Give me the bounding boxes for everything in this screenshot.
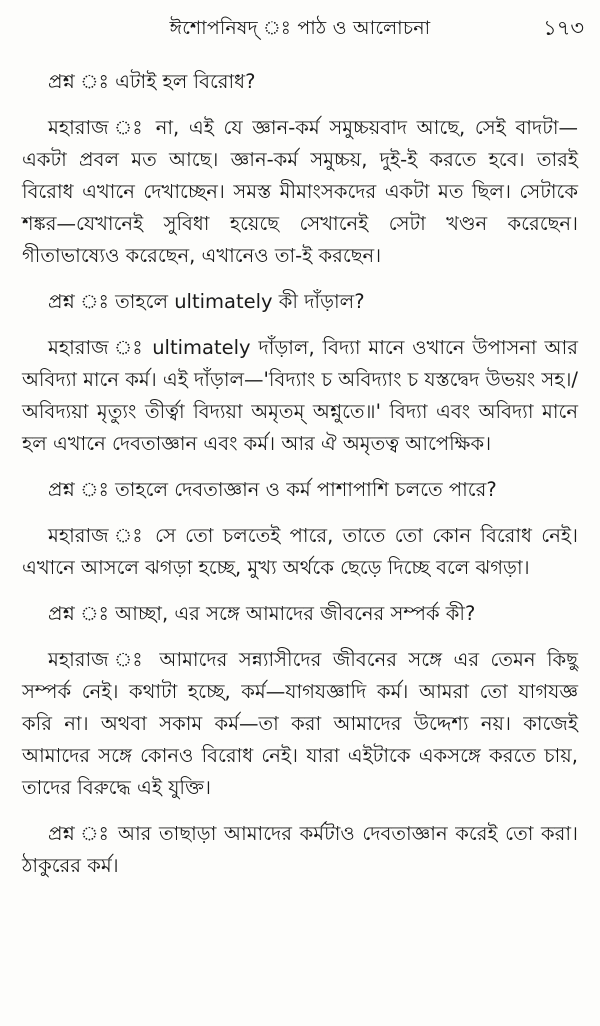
paragraph-text: এটাই হল বিরোধ? xyxy=(115,70,256,93)
paragraph-text: আচ্ছা, এর সঙ্গে আমাদের জীবনের সম্পর্ক কী? xyxy=(115,602,476,625)
speaker-label: মহারাজ ঃ xyxy=(48,648,148,671)
speaker-label: প্রশ্ন ঃ xyxy=(48,478,109,501)
page-header xyxy=(0,8,600,42)
paragraph-text: না, এই যে জ্ঞান-কর্ম সমুচ্চয়বাদ আছে, সেই বাদটা—একটা প্রবল মত আছে। জ্ঞান-কর্ম সমুচ্চয়, দুই-ই করতে হবে। তারই বিরোধ এখানে দেখাচ্ছেন। সমস্ত মীমাংসকদের একটা মত ছিল। সেটাকে শঙ্কর—যেখানেই সুবিধা হয়েছে সেখানেই সেটা খণ্ডন করেছেন। গীতাভাষ্যেও করেছেন, এখানেও তা-ই করছেন। xyxy=(22,116,578,267)
running-title: ঈশোপনিষদ্‌ ঃ পাঠ ও আলোচনা xyxy=(169,17,431,39)
answer-paragraph xyxy=(22,112,578,272)
answer-paragraph xyxy=(22,520,578,584)
question-paragraph xyxy=(22,598,578,630)
speaker-label: মহারাজ ঃ xyxy=(48,524,146,547)
question-paragraph xyxy=(22,286,578,318)
paragraph-text: তাহলে দেবতাজ্ঞান ও কর্ম পাশাপাশি চলতে পারে? xyxy=(115,478,497,501)
speaker-label: প্রশ্ন ঃ xyxy=(48,70,109,93)
page-body xyxy=(0,66,600,896)
paragraph-text: ultimately দাঁড়াল, বিদ্যা মানে ওখানে উপাসনা আর অবিদ্যা মানে কর্ম। এই দাঁড়াল—'বিদ্যাং চ অবিদ্যাং চ যস্তদ্বেদ উভয়ং সহ।/অবিদ্যয়া মৃত্যুং তীর্ত্বা বিদ্যয়া অমৃতম্ অশ্নুতে॥' বিদ্যা এবং অবিদ্যা মানে হল এখানে দেবতাজ্ঞান এবং কর্ম। আর ঐ অমৃতত্ব আপেক্ষিক। xyxy=(22,336,578,455)
speaker-label: মহারাজ ঃ xyxy=(48,116,147,139)
paragraph-text: তাহলে ultimately কী দাঁড়াল? xyxy=(115,290,365,313)
answer-paragraph xyxy=(22,644,578,804)
page-number: ১৭৩ xyxy=(543,16,584,40)
speaker-label: প্রশ্ন ঃ xyxy=(48,602,109,625)
speaker-label: মহারাজ ঃ xyxy=(48,336,145,359)
paragraph-text: আমাদের সন্ন্যাসীদের জীবনের সঙ্গে এর তেমন কিছু সম্পর্ক নেই। কথাটা হচ্ছে, কর্ম—যাগযজ্ঞাদি কর্ম। আমরা তো যাগযজ্ঞ করি না। অথবা সকাম কর্ম—তা করা আমাদের উদ্দেশ্য নয়। কাজেই আমাদের সঙ্গে কোনও বিরোধ নেই। যারা এইটাকে একসঙ্গে করতে চায়, তাদের বিরুদ্ধে এই যুক্তি। xyxy=(22,648,578,799)
question-paragraph xyxy=(22,66,578,98)
question-paragraph xyxy=(22,474,578,506)
speaker-label: প্রশ্ন ঃ xyxy=(48,290,109,313)
answer-paragraph xyxy=(22,332,578,460)
question-paragraph xyxy=(22,818,578,882)
speaker-label: প্রশ্ন ঃ xyxy=(48,822,111,845)
paragraph-text: সে তো চলতেই পারে, তাতে তো কোন বিরোধ নেই। এখানে আসলে ঝগড়া হচ্ছে, মুখ্য অর্থকে ছেড়ে দিচ্ছে বলে ঝগড়া। xyxy=(22,524,578,579)
paragraph-text: আর তাছাড়া আমাদের কর্মটাও দেবতাজ্ঞান করেই তো করা। ঠাকুরের কর্ম। xyxy=(22,822,578,877)
